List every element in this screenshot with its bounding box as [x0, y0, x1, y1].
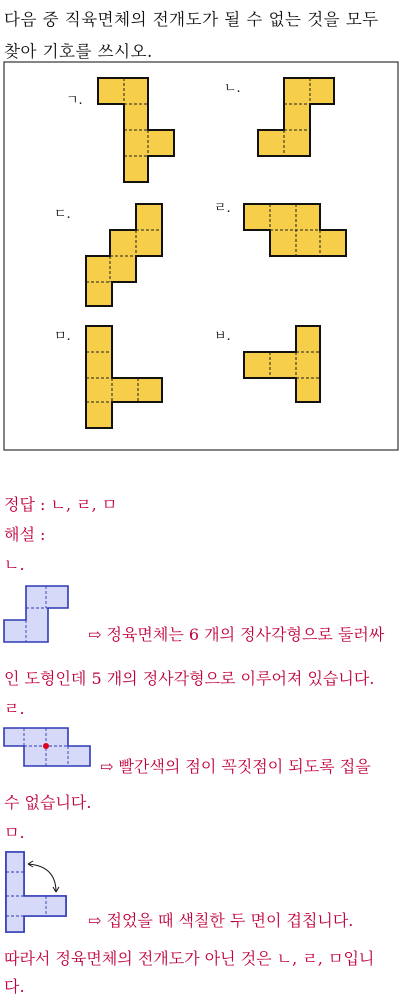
conclusion-line-1: 따라서 정육면체의 전개도가 아닌 것은 ㄴ, ㄹ, ㅁ입니: [4, 949, 375, 968]
explanation-title: 해설 :: [4, 525, 46, 544]
figure-label-e: ㅁ.: [54, 329, 71, 344]
explain-net-b: [0, 580, 80, 650]
figure-label-d: ㄹ.: [214, 201, 231, 216]
explain-label-e: ㅁ.: [4, 823, 25, 842]
answer-value: ㄴ, ㄹ, ㅁ: [50, 495, 118, 514]
explain-text-d-2: 수 없습니다.: [4, 793, 92, 812]
figure-label-c: ㄷ.: [54, 207, 71, 222]
answer-line: [4, 492, 117, 515]
explain-text-b-1: ⇨ 정육면체는 6 개의 정사각형으로 둘러싸: [88, 625, 385, 644]
figure-label-a: ㄱ.: [66, 93, 83, 108]
answer-label: 정답 :: [4, 495, 51, 514]
question-line-1: 다음 중 직육면체의 전개도가 될 수 없는 것을 모두: [4, 10, 379, 29]
fold-arrow: [28, 864, 56, 892]
conclusion-line-2: 다.: [4, 977, 25, 996]
red-point-marker: [43, 743, 49, 749]
explain-text-d-1: ⇨ 빨간색의 점이 꼭짓점이 되도록 접을: [100, 757, 371, 776]
nets-figure-box: [0, 0, 400, 460]
explain-text-b-2: 인 도형인데 5 개의 정사각형으로 이루어져 있습니다.: [4, 669, 375, 688]
explain-label-b: ㄴ.: [4, 555, 25, 574]
figure-label-f: ㅂ.: [214, 329, 231, 344]
figure-label-b: ㄴ.: [224, 81, 241, 96]
explain-net-e: [0, 848, 90, 932]
question-line-2: 찾아 기호를 쓰시오.: [4, 42, 153, 61]
explain-label-d: ㄹ.: [4, 699, 25, 718]
explain-text-e-1: ⇨ 접었을 때 색칠한 두 면이 겹칩니다.: [88, 911, 354, 930]
explain-net-d: [0, 724, 100, 784]
